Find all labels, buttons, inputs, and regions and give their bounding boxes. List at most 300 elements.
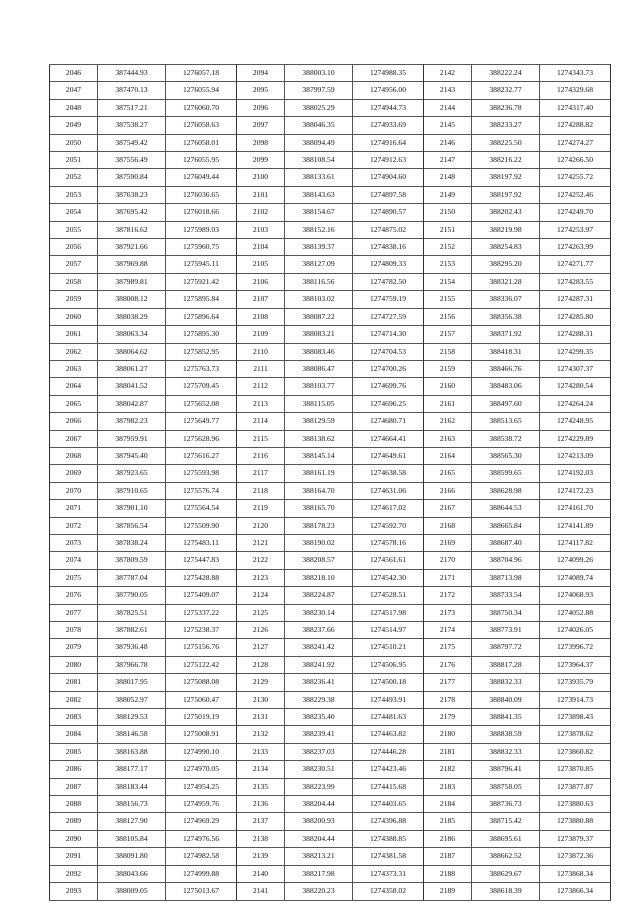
x-coordinate-cell: 387856.54 — [98, 517, 166, 534]
y-coordinate-cell: 1274253.97 — [540, 221, 611, 238]
x-coordinate-cell: 388052.97 — [98, 691, 166, 708]
point-number-cell: 2069 — [50, 465, 98, 482]
table-row — [50, 134, 611, 151]
x-coordinate-cell: 388736.73 — [472, 796, 540, 813]
x-coordinate-cell: 388538.72 — [472, 430, 540, 447]
x-coordinate-cell: 388773.91 — [472, 622, 540, 639]
x-coordinate-cell: 388224.87 — [285, 587, 353, 604]
x-coordinate-cell: 388222.24 — [472, 65, 540, 82]
x-coordinate-cell: 388356.38 — [472, 308, 540, 325]
point-number-cell: 2113 — [237, 395, 285, 412]
point-number-cell: 2149 — [424, 186, 472, 203]
point-number-cell: 2155 — [424, 291, 472, 308]
point-number-cell: 2066 — [50, 413, 98, 430]
point-number-cell: 2124 — [237, 587, 285, 604]
point-number-cell: 2105 — [237, 256, 285, 273]
point-number-cell: 2106 — [237, 273, 285, 290]
x-coordinate-cell: 387989.81 — [98, 273, 166, 290]
y-coordinate-cell: 1274099.26 — [540, 552, 611, 569]
point-number-cell: 2185 — [424, 813, 472, 830]
x-coordinate-cell: 388758.05 — [472, 778, 540, 795]
point-number-cell: 2184 — [424, 796, 472, 813]
point-number-cell: 2092 — [50, 865, 98, 882]
y-coordinate-cell: 1274542.30 — [353, 569, 424, 586]
table-row — [50, 186, 611, 203]
table-row — [50, 674, 611, 691]
y-coordinate-cell: 1274403.65 — [353, 796, 424, 813]
y-coordinate-cell: 1274561.61 — [353, 552, 424, 569]
point-number-cell: 2074 — [50, 552, 98, 569]
table-row — [50, 622, 611, 639]
y-coordinate-cell: 1275652.08 — [166, 395, 237, 412]
point-number-cell: 2115 — [237, 430, 285, 447]
x-coordinate-cell: 388336.07 — [472, 291, 540, 308]
x-coordinate-cell: 388129.53 — [98, 709, 166, 726]
y-coordinate-cell: 1275156.76 — [166, 639, 237, 656]
y-coordinate-cell: 1274358.02 — [353, 883, 424, 900]
x-coordinate-cell: 388127.09 — [285, 256, 353, 273]
x-coordinate-cell: 387901.10 — [98, 500, 166, 517]
x-coordinate-cell: 387982.23 — [98, 413, 166, 430]
point-number-cell: 2146 — [424, 134, 472, 151]
x-coordinate-cell: 388254.83 — [472, 239, 540, 256]
point-number-cell: 2133 — [237, 743, 285, 760]
x-coordinate-cell: 388161.19 — [285, 465, 353, 482]
point-number-cell: 2173 — [424, 604, 472, 621]
x-coordinate-cell: 388241.42 — [285, 639, 353, 656]
point-number-cell: 2148 — [424, 169, 472, 186]
y-coordinate-cell: 1274982.58 — [166, 848, 237, 865]
point-number-cell: 2076 — [50, 587, 98, 604]
y-coordinate-cell: 1274213.09 — [540, 447, 611, 464]
x-coordinate-cell: 387470.13 — [98, 82, 166, 99]
y-coordinate-cell: 1274280.54 — [540, 378, 611, 395]
y-coordinate-cell: 1274026.05 — [540, 622, 611, 639]
y-coordinate-cell: 1274373.31 — [353, 865, 424, 882]
y-coordinate-cell: 1275008.91 — [166, 726, 237, 743]
x-coordinate-cell: 388230.51 — [285, 761, 353, 778]
y-coordinate-cell: 1274759.19 — [353, 291, 424, 308]
y-coordinate-cell: 1274172.23 — [540, 482, 611, 499]
x-coordinate-cell: 387638.23 — [98, 186, 166, 203]
point-number-cell: 2136 — [237, 796, 285, 813]
x-coordinate-cell: 388229.38 — [285, 691, 353, 708]
y-coordinate-cell: 1274969.29 — [166, 813, 237, 830]
y-coordinate-cell: 1275409.07 — [166, 587, 237, 604]
x-coordinate-cell: 388237.03 — [285, 743, 353, 760]
y-coordinate-cell: 1274528.51 — [353, 587, 424, 604]
point-number-cell: 2130 — [237, 691, 285, 708]
x-coordinate-cell: 388715.42 — [472, 813, 540, 830]
y-coordinate-cell: 1274510.21 — [353, 639, 424, 656]
x-coordinate-cell: 388105.84 — [98, 830, 166, 847]
y-coordinate-cell: 1273964.37 — [540, 656, 611, 673]
y-coordinate-cell: 1274514.97 — [353, 622, 424, 639]
x-coordinate-cell: 388177.17 — [98, 761, 166, 778]
y-coordinate-cell: 1274274.27 — [540, 134, 611, 151]
y-coordinate-cell: 1273866.34 — [540, 883, 611, 900]
x-coordinate-cell: 388063.34 — [98, 326, 166, 343]
point-number-cell: 2161 — [424, 395, 472, 412]
table-row — [50, 778, 611, 795]
point-number-cell: 2085 — [50, 743, 98, 760]
x-coordinate-cell: 387549.42 — [98, 134, 166, 151]
y-coordinate-cell: 1275483.11 — [166, 534, 237, 551]
table-row — [50, 639, 611, 656]
point-number-cell: 2179 — [424, 709, 472, 726]
table-row — [50, 552, 611, 569]
x-coordinate-cell: 388178.23 — [285, 517, 353, 534]
y-coordinate-cell: 1274192.03 — [540, 465, 611, 482]
table-row — [50, 308, 611, 325]
x-coordinate-cell: 388295.20 — [472, 256, 540, 273]
y-coordinate-cell: 1274727.59 — [353, 308, 424, 325]
point-number-cell: 2182 — [424, 761, 472, 778]
y-coordinate-cell: 1274481.63 — [353, 709, 424, 726]
point-number-cell: 2138 — [237, 830, 285, 847]
y-coordinate-cell: 1273935.79 — [540, 674, 611, 691]
y-coordinate-cell: 1273898.43 — [540, 709, 611, 726]
x-coordinate-cell: 387444.93 — [98, 65, 166, 82]
x-coordinate-cell: 388565.30 — [472, 447, 540, 464]
table-row — [50, 326, 611, 343]
y-coordinate-cell: 1274423.46 — [353, 761, 424, 778]
y-coordinate-cell: 1273860.82 — [540, 743, 611, 760]
x-coordinate-cell: 388225.50 — [472, 134, 540, 151]
point-number-cell: 2091 — [50, 848, 98, 865]
point-number-cell: 2126 — [237, 622, 285, 639]
table-row — [50, 447, 611, 464]
point-number-cell: 2096 — [237, 99, 285, 116]
point-number-cell: 2108 — [237, 308, 285, 325]
x-coordinate-cell: 388695.61 — [472, 830, 540, 847]
x-coordinate-cell: 388083.46 — [285, 343, 353, 360]
x-coordinate-cell: 388202.43 — [472, 204, 540, 221]
point-number-cell: 2151 — [424, 221, 472, 238]
point-number-cell: 2047 — [50, 82, 98, 99]
point-number-cell: 2159 — [424, 360, 472, 377]
y-coordinate-cell: 1274904.60 — [353, 169, 424, 186]
table-row — [50, 395, 611, 412]
x-coordinate-cell: 388817.28 — [472, 656, 540, 673]
y-coordinate-cell: 1273870.85 — [540, 761, 611, 778]
y-coordinate-cell: 1276049.44 — [166, 169, 237, 186]
table-row — [50, 256, 611, 273]
x-coordinate-cell: 388750.34 — [472, 604, 540, 621]
x-coordinate-cell: 388183.44 — [98, 778, 166, 795]
y-coordinate-cell: 1274782.50 — [353, 273, 424, 290]
point-number-cell: 2186 — [424, 830, 472, 847]
point-number-cell: 2127 — [237, 639, 285, 656]
x-coordinate-cell: 388841.35 — [472, 709, 540, 726]
point-number-cell: 2062 — [50, 343, 98, 360]
x-coordinate-cell: 388213.21 — [285, 848, 353, 865]
y-coordinate-cell: 1274664.41 — [353, 430, 424, 447]
y-coordinate-cell: 1274916.64 — [353, 134, 424, 151]
table-row — [50, 65, 611, 82]
y-coordinate-cell: 1275895.84 — [166, 291, 237, 308]
point-number-cell: 2088 — [50, 796, 98, 813]
y-coordinate-cell: 1274649.61 — [353, 447, 424, 464]
x-coordinate-cell: 388838.59 — [472, 726, 540, 743]
point-number-cell: 2061 — [50, 326, 98, 343]
point-number-cell: 2141 — [237, 883, 285, 900]
y-coordinate-cell: 1274264.24 — [540, 395, 611, 412]
y-coordinate-cell: 1275921.42 — [166, 273, 237, 290]
y-coordinate-cell: 1274287.31 — [540, 291, 611, 308]
table-row — [50, 604, 611, 621]
y-coordinate-cell: 1274976.56 — [166, 830, 237, 847]
y-coordinate-cell: 1275763.73 — [166, 360, 237, 377]
x-coordinate-cell: 388797.72 — [472, 639, 540, 656]
point-number-cell: 2081 — [50, 674, 98, 691]
y-coordinate-cell: 1274875.02 — [353, 221, 424, 238]
point-number-cell: 2125 — [237, 604, 285, 621]
point-number-cell: 2153 — [424, 256, 472, 273]
point-number-cell: 2089 — [50, 813, 98, 830]
x-coordinate-cell: 388237.66 — [285, 622, 353, 639]
point-number-cell: 2162 — [424, 413, 472, 430]
point-number-cell: 2117 — [237, 465, 285, 482]
y-coordinate-cell: 1274517.98 — [353, 604, 424, 621]
point-number-cell: 2135 — [237, 778, 285, 795]
x-coordinate-cell: 388163.88 — [98, 743, 166, 760]
y-coordinate-cell: 1275989.03 — [166, 221, 237, 238]
point-number-cell: 2114 — [237, 413, 285, 430]
x-coordinate-cell: 388371.92 — [472, 326, 540, 343]
x-coordinate-cell: 388204.44 — [285, 830, 353, 847]
point-number-cell: 2140 — [237, 865, 285, 882]
y-coordinate-cell: 1274288.31 — [540, 326, 611, 343]
point-number-cell: 2167 — [424, 500, 472, 517]
point-number-cell: 2099 — [237, 152, 285, 169]
point-number-cell: 2134 — [237, 761, 285, 778]
y-coordinate-cell: 1275576.74 — [166, 482, 237, 499]
table-row — [50, 204, 611, 221]
table-row — [50, 883, 611, 900]
y-coordinate-cell: 1274704.53 — [353, 343, 424, 360]
point-number-cell: 2144 — [424, 99, 472, 116]
x-coordinate-cell: 388796.41 — [472, 761, 540, 778]
y-coordinate-cell: 1274999.88 — [166, 865, 237, 882]
x-coordinate-cell: 387809.59 — [98, 552, 166, 569]
x-coordinate-cell: 388599.65 — [472, 465, 540, 482]
point-number-cell: 2098 — [237, 134, 285, 151]
point-number-cell: 2178 — [424, 691, 472, 708]
x-coordinate-cell: 387556.49 — [98, 152, 166, 169]
y-coordinate-cell: 1276060.70 — [166, 99, 237, 116]
y-coordinate-cell: 1273996.72 — [540, 639, 611, 656]
x-coordinate-cell: 388165.70 — [285, 500, 353, 517]
x-coordinate-cell: 388418.31 — [472, 343, 540, 360]
point-number-cell: 2157 — [424, 326, 472, 343]
y-coordinate-cell: 1274288.82 — [540, 117, 611, 134]
point-number-cell: 2171 — [424, 569, 472, 586]
table-row — [50, 360, 611, 377]
y-coordinate-cell: 1275564.54 — [166, 500, 237, 517]
point-number-cell: 2122 — [237, 552, 285, 569]
point-number-cell: 2048 — [50, 99, 98, 116]
y-coordinate-cell: 1275122.42 — [166, 656, 237, 673]
y-coordinate-cell: 1274283.55 — [540, 273, 611, 290]
point-number-cell: 2110 — [237, 343, 285, 360]
y-coordinate-cell: 1274493.91 — [353, 691, 424, 708]
x-coordinate-cell: 388629.67 — [472, 865, 540, 882]
x-coordinate-cell: 388197.92 — [472, 169, 540, 186]
table-row — [50, 848, 611, 865]
x-coordinate-cell: 387921.66 — [98, 239, 166, 256]
point-number-cell: 2056 — [50, 239, 98, 256]
x-coordinate-cell: 388220.23 — [285, 883, 353, 900]
y-coordinate-cell: 1274890.57 — [353, 204, 424, 221]
table-row — [50, 500, 611, 517]
point-number-cell: 2064 — [50, 378, 98, 395]
table-row — [50, 343, 611, 360]
x-coordinate-cell: 388129.59 — [285, 413, 353, 430]
y-coordinate-cell: 1274463.82 — [353, 726, 424, 743]
y-coordinate-cell: 1275895.30 — [166, 326, 237, 343]
x-coordinate-cell: 388239.41 — [285, 726, 353, 743]
point-number-cell: 2055 — [50, 221, 98, 238]
point-number-cell: 2143 — [424, 82, 472, 99]
x-coordinate-cell: 388156.73 — [98, 796, 166, 813]
point-number-cell: 2070 — [50, 482, 98, 499]
x-coordinate-cell: 387966.78 — [98, 656, 166, 673]
x-coordinate-cell: 388832.33 — [472, 743, 540, 760]
point-number-cell: 2165 — [424, 465, 472, 482]
point-number-cell: 2166 — [424, 482, 472, 499]
y-coordinate-cell: 1274506.95 — [353, 656, 424, 673]
point-number-cell: 2101 — [237, 186, 285, 203]
y-coordinate-cell: 1276055.95 — [166, 152, 237, 169]
point-number-cell: 2094 — [237, 65, 285, 82]
y-coordinate-cell: 1274068.93 — [540, 587, 611, 604]
y-coordinate-cell: 1274248.95 — [540, 413, 611, 430]
x-coordinate-cell: 388017.95 — [98, 674, 166, 691]
x-coordinate-cell: 388223.99 — [285, 778, 353, 795]
point-number-cell: 2164 — [424, 447, 472, 464]
table-row — [50, 569, 611, 586]
point-number-cell: 2139 — [237, 848, 285, 865]
x-coordinate-cell: 388618.39 — [472, 883, 540, 900]
point-number-cell: 2176 — [424, 656, 472, 673]
table-row — [50, 587, 611, 604]
point-number-cell: 2183 — [424, 778, 472, 795]
y-coordinate-cell: 1275013.67 — [166, 883, 237, 900]
y-coordinate-cell: 1274161.70 — [540, 500, 611, 517]
table-row — [50, 517, 611, 534]
y-coordinate-cell: 1274052.88 — [540, 604, 611, 621]
y-coordinate-cell: 1274638.58 — [353, 465, 424, 482]
x-coordinate-cell: 388733.54 — [472, 587, 540, 604]
y-coordinate-cell: 1273878.62 — [540, 726, 611, 743]
x-coordinate-cell: 388087.22 — [285, 308, 353, 325]
y-coordinate-cell: 1274317.40 — [540, 99, 611, 116]
x-coordinate-cell: 387787.04 — [98, 569, 166, 586]
x-coordinate-cell: 387882.61 — [98, 622, 166, 639]
point-number-cell: 2132 — [237, 726, 285, 743]
x-coordinate-cell: 388115.05 — [285, 395, 353, 412]
point-number-cell: 2181 — [424, 743, 472, 760]
y-coordinate-cell: 1275649.77 — [166, 413, 237, 430]
table-row — [50, 796, 611, 813]
y-coordinate-cell: 1276057.18 — [166, 65, 237, 82]
point-number-cell: 2168 — [424, 517, 472, 534]
point-number-cell: 2129 — [237, 674, 285, 691]
y-coordinate-cell: 1274956.00 — [353, 82, 424, 99]
y-coordinate-cell: 1274249.70 — [540, 204, 611, 221]
x-coordinate-cell: 388230.14 — [285, 604, 353, 621]
x-coordinate-cell: 387959.91 — [98, 430, 166, 447]
y-coordinate-cell: 1274329.68 — [540, 82, 611, 99]
x-coordinate-cell: 388064.62 — [98, 343, 166, 360]
table-row — [50, 865, 611, 882]
point-number-cell: 2058 — [50, 273, 98, 290]
point-number-cell: 2090 — [50, 830, 98, 847]
y-coordinate-cell: 1274970.05 — [166, 761, 237, 778]
x-coordinate-cell: 388218.10 — [285, 569, 353, 586]
y-coordinate-cell: 1274944.73 — [353, 99, 424, 116]
x-coordinate-cell: 387969.88 — [98, 256, 166, 273]
point-number-cell: 2057 — [50, 256, 98, 273]
y-coordinate-cell: 1274343.73 — [540, 65, 611, 82]
x-coordinate-cell: 388003.10 — [285, 65, 353, 82]
point-number-cell: 2054 — [50, 204, 98, 221]
point-number-cell: 2086 — [50, 761, 98, 778]
point-number-cell: 2100 — [237, 169, 285, 186]
x-coordinate-cell: 387816.62 — [98, 221, 166, 238]
x-coordinate-cell: 388704.96 — [472, 552, 540, 569]
y-coordinate-cell: 1274415.68 — [353, 778, 424, 795]
y-coordinate-cell: 1274696.25 — [353, 395, 424, 412]
point-number-cell: 2084 — [50, 726, 98, 743]
y-coordinate-cell: 1275709.45 — [166, 378, 237, 395]
table-row — [50, 465, 611, 482]
x-coordinate-cell: 388042.87 — [98, 395, 166, 412]
y-coordinate-cell: 1274255.72 — [540, 169, 611, 186]
y-coordinate-cell: 1273868.34 — [540, 865, 611, 882]
x-coordinate-cell: 388840.09 — [472, 691, 540, 708]
y-coordinate-cell: 1274954.25 — [166, 778, 237, 795]
point-number-cell: 2154 — [424, 273, 472, 290]
y-coordinate-cell: 1275447.83 — [166, 552, 237, 569]
table-row — [50, 152, 611, 169]
point-number-cell: 2150 — [424, 204, 472, 221]
x-coordinate-cell: 388138.62 — [285, 430, 353, 447]
point-number-cell: 2068 — [50, 447, 98, 464]
table-row — [50, 221, 611, 238]
y-coordinate-cell: 1274266.50 — [540, 152, 611, 169]
y-coordinate-cell: 1275088.08 — [166, 674, 237, 691]
point-number-cell: 2107 — [237, 291, 285, 308]
point-number-cell: 2109 — [237, 326, 285, 343]
y-coordinate-cell: 1274592.70 — [353, 517, 424, 534]
x-coordinate-cell: 387590.84 — [98, 169, 166, 186]
coordinate-table — [49, 64, 611, 901]
point-number-cell: 2177 — [424, 674, 472, 691]
y-coordinate-cell: 1274700.26 — [353, 360, 424, 377]
point-number-cell: 2131 — [237, 709, 285, 726]
x-coordinate-cell: 388483.06 — [472, 378, 540, 395]
y-coordinate-cell: 1276036.65 — [166, 186, 237, 203]
point-number-cell: 2063 — [50, 360, 98, 377]
point-number-cell: 2118 — [237, 482, 285, 499]
y-coordinate-cell: 1275628.96 — [166, 430, 237, 447]
x-coordinate-cell: 388083.21 — [285, 326, 353, 343]
point-number-cell: 2072 — [50, 517, 98, 534]
point-number-cell: 2174 — [424, 622, 472, 639]
x-coordinate-cell: 387997.59 — [285, 82, 353, 99]
